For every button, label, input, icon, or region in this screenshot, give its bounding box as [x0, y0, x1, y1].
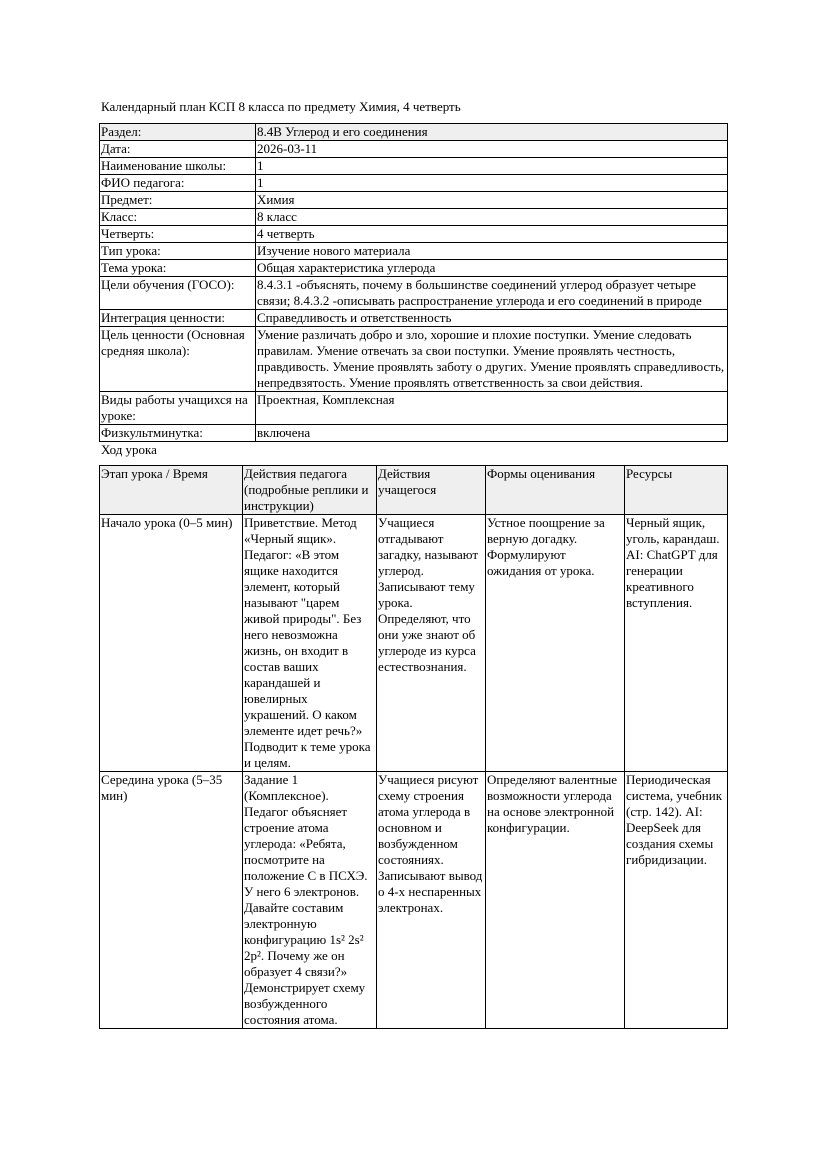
plan-cell: Определяют валентные возможности углерода на основе электронной конфигурации. [486, 772, 625, 1029]
info-value: 2026-03-11 [256, 141, 728, 158]
info-value: Умение различать добро и зло, хорошие и плохие поступки. Умение следовать правилам. Умение отвечать за свои поступки. Умение проявлять честность, правдивость. Умение проявлять заботу о других. Умение проявлять справедливость, непредвзятость. Умение проявлять ответственность за свои действия. [256, 327, 728, 392]
info-value: 1 [256, 158, 728, 175]
info-row [100, 277, 728, 310]
plan-column-header: Действия учащегося [377, 466, 486, 515]
info-row [100, 192, 728, 209]
info-label: Виды работы учащихся на уроке: [100, 392, 256, 425]
plan-cell: Приветствие. Метод «Черный ящик». Педагог: «В этом ящике находится элемент, который называют "царем живой природы". Без него невозможна жизнь, он входит в состав ваших карандашей и ювелирных украшений. О каком элементе идет речь?» Подводит к теме урока и целям. [243, 515, 377, 772]
info-row [100, 243, 728, 260]
info-value: Справедливость и ответственность [256, 310, 728, 327]
lesson-plan-table [99, 465, 728, 1029]
plan-cell: Периодическая система, учебник (стр. 142). AI: DeepSeek для создания схемы гибридизации. [625, 772, 728, 1029]
plan-cell: Учащиеся рисуют схему строения атома углерода в основном и возбужденном состояниях. Записывают вывод о 4-х неспаренных электронах. [377, 772, 486, 1029]
lesson-progress-heading: Ход урока [101, 442, 157, 457]
plan-cell: Начало урока (0–5 мин) [100, 515, 243, 772]
info-value: Химия [256, 192, 728, 209]
info-label: Наименование школы: [100, 158, 256, 175]
info-row [100, 327, 728, 392]
plan-row [100, 515, 728, 772]
plan-row [100, 772, 728, 1029]
info-value: Общая характеристика углерода [256, 260, 728, 277]
lesson-info-table [99, 123, 728, 442]
info-label: Физкультминутка: [100, 425, 256, 442]
info-row [100, 392, 728, 425]
info-row [100, 425, 728, 442]
document-title: Календарный план КСП 8 класса по предмету Химия, 4 четверть [101, 99, 461, 114]
plan-cell: Учащиеся отгадывают загадку, называют углерод. Записывают тему урока. Определяют, что они уже знают об углероде из курса естествознания. [377, 515, 486, 772]
info-label: Раздел: [100, 124, 256, 141]
info-row [100, 226, 728, 243]
plan-cell: Черный ящик, уголь, карандаш. AI: ChatGPT для генерации креативного вступления. [625, 515, 728, 772]
plan-column-header: Ресурсы [625, 466, 728, 515]
info-label: Дата: [100, 141, 256, 158]
info-value: 8.4В Углерод и его соединения [256, 124, 728, 141]
plan-column-header: Действия педагога (подробные реплики и инструкции) [243, 466, 377, 515]
info-label: Четверть: [100, 226, 256, 243]
plan-column-header: Этап урока / Время [100, 466, 243, 515]
plan-column-header: Формы оценивания [486, 466, 625, 515]
info-label: Цель ценности (Основная средняя школа): [100, 327, 256, 392]
info-label: Интеграция ценности: [100, 310, 256, 327]
plan-header-row [100, 466, 728, 515]
info-row [100, 310, 728, 327]
info-row [100, 124, 728, 141]
info-label: Тип урока: [100, 243, 256, 260]
plan-cell: Устное поощрение за верную догадку. Формулируют ожидания от урока. [486, 515, 625, 772]
info-value: Проектная, Комплексная [256, 392, 728, 425]
info-value: 8 класс [256, 209, 728, 226]
info-value: 1 [256, 175, 728, 192]
document-page [99, 99, 727, 1029]
info-value: включена [256, 425, 728, 442]
plan-cell: Задание 1 (Комплексное). Педагог объясняет строение атома углерода: «Ребята, посмотрите на положение С в ПСХЭ. У него 6 электронов. Давайте составим электронную конфигурацию 1s² 2s² 2p². Почему же он образует 4 связи?» Демонстрирует схему возбужденного состояния атома. [243, 772, 377, 1029]
info-label: Цели обучения (ГОСО): [100, 277, 256, 310]
info-row [100, 209, 728, 226]
info-value: 8.4.3.1 -объяснять, почему в большинстве соединений углерод образует четыре связи; 8.4.3.2 -описывать распространение углерода и его соединений в природе [256, 277, 728, 310]
info-value: 4 четверть [256, 226, 728, 243]
info-row [100, 158, 728, 175]
info-value: Изучение нового материала [256, 243, 728, 260]
info-row [100, 141, 728, 158]
info-row [100, 175, 728, 192]
info-row [100, 260, 728, 277]
info-label: Предмет: [100, 192, 256, 209]
info-label: ФИО педагога: [100, 175, 256, 192]
info-label: Класс: [100, 209, 256, 226]
plan-cell: Середина урока (5–35 мин) [100, 772, 243, 1029]
info-label: Тема урока: [100, 260, 256, 277]
